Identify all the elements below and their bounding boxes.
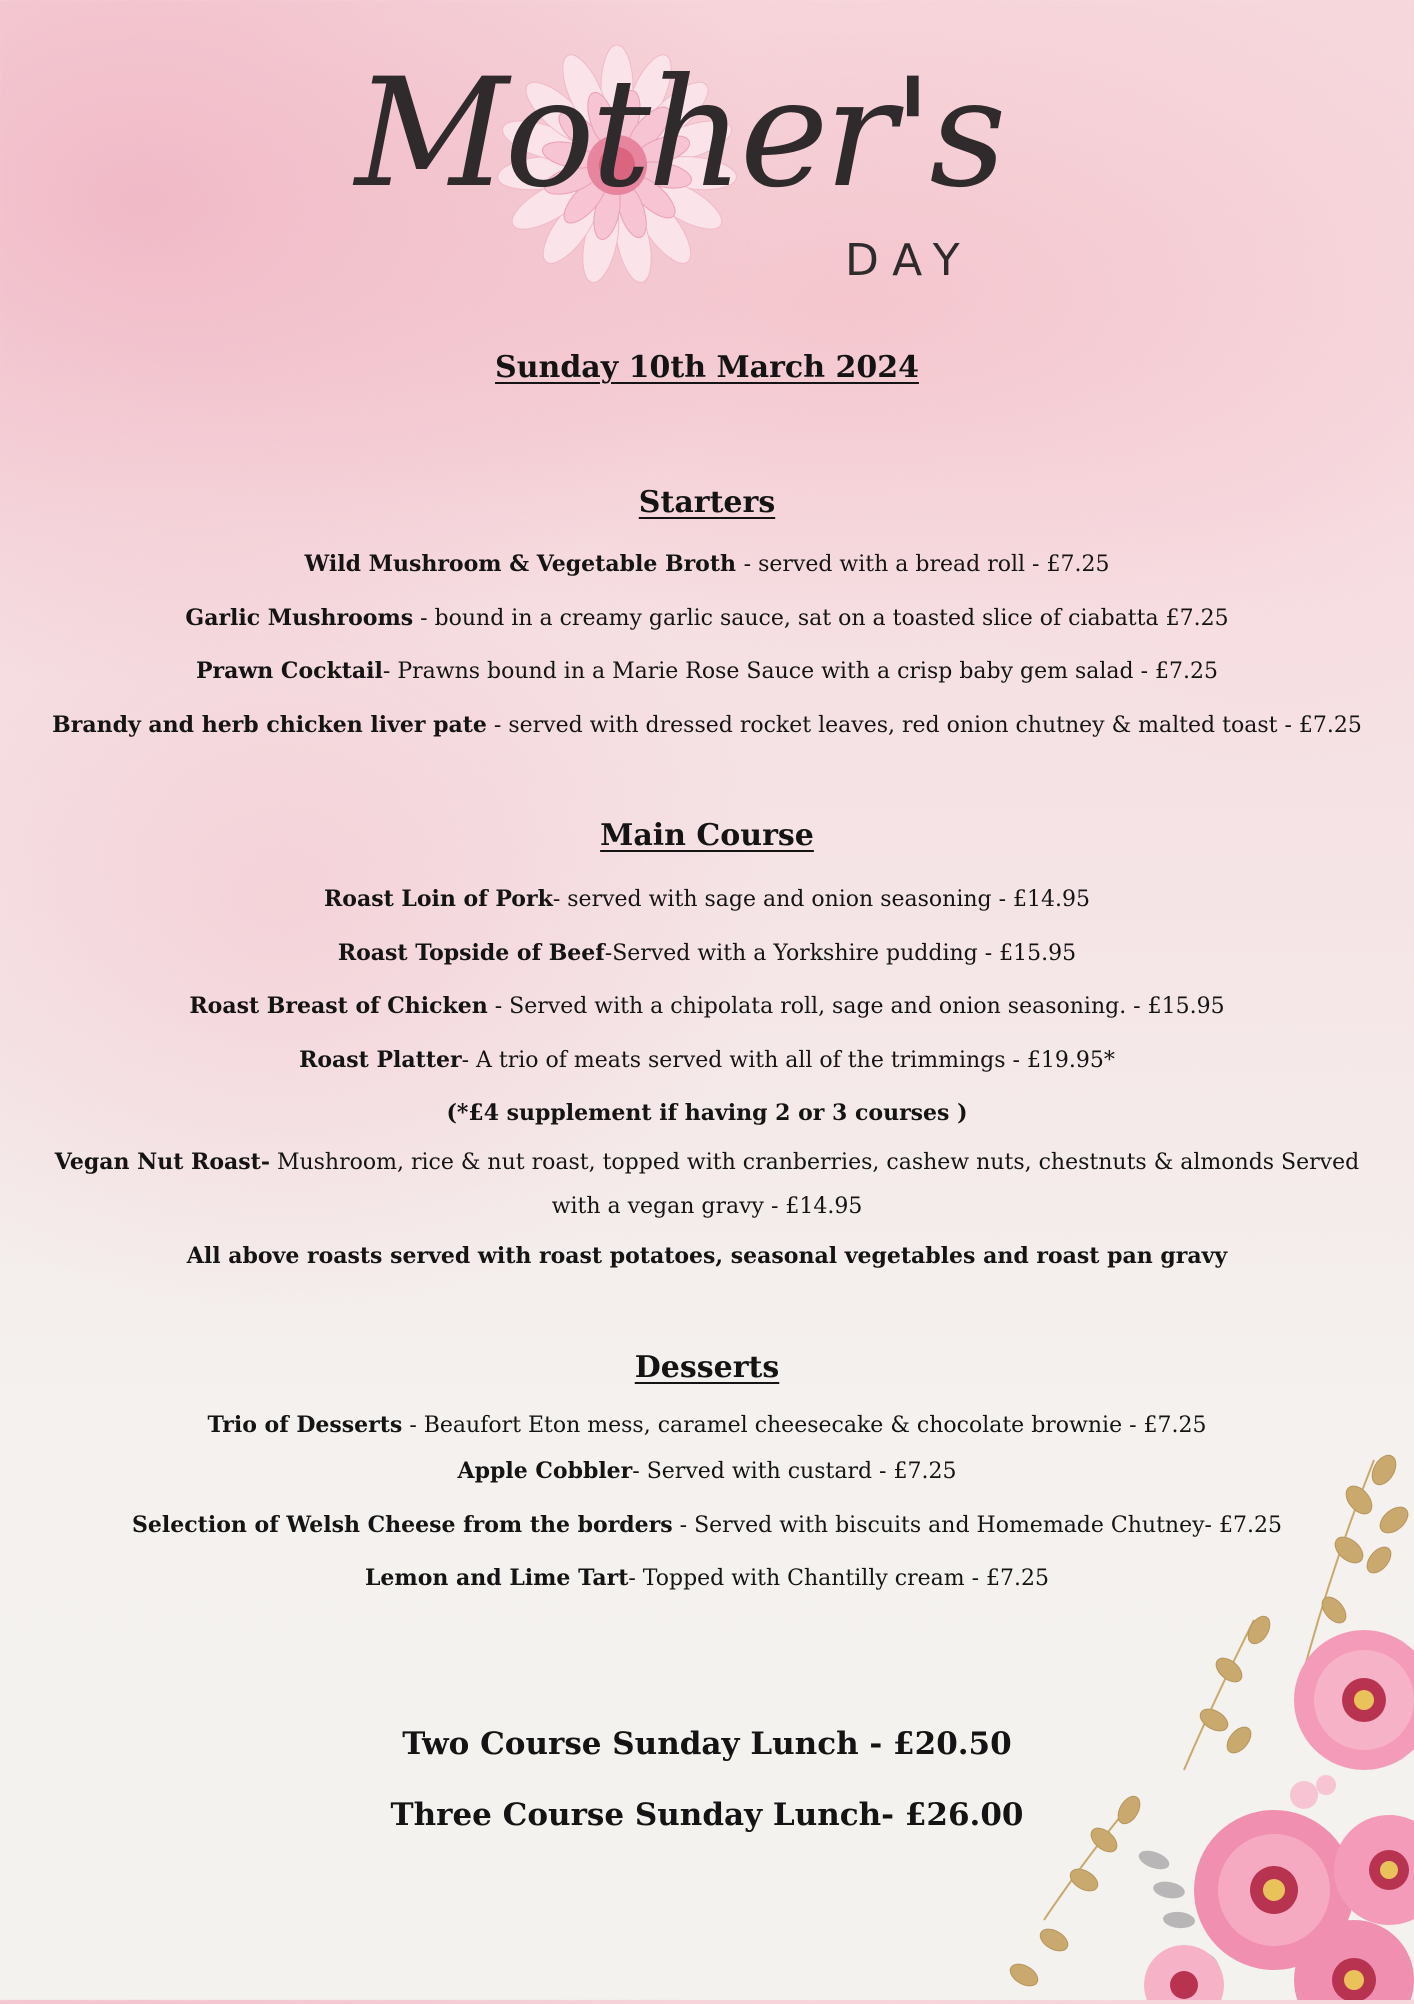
item-name: Roast Platter [299,1047,462,1073]
item-name: Roast Breast of Chicken [189,993,488,1019]
two-course-price: Two Course Sunday Lunch - £20.50 [402,1726,1012,1762]
roasts-footer-note: All above roasts served with roast potatoes, seasonal vegetables and roast pan gravy [186,1243,1228,1269]
vegan-item [50,1140,1364,1229]
starter-item [30,542,1384,587]
item-desc: - A trio of meats served with all of the trimmings - £19.95* [461,1048,1115,1073]
main-item [30,931,1384,976]
main-course-title: Main Course [600,818,814,853]
pink-flower-icon [1144,1945,1224,2000]
item-desc: - served with a bread roll - £7.25 [743,552,1110,577]
three-course-price: Three Course Sunday Lunch- £26.00 [390,1797,1024,1833]
starter-item [30,596,1384,641]
logo-sub: DAY [845,235,974,286]
item-desc: - bound in a creamy garlic sauce, sat on a toasted slice of ciabatta £7.25 [413,606,1229,631]
item-desc: - Topped with Chantilly cream - £7.25 [628,1566,1050,1591]
item-desc: - Served with a chipolata roll, sage and onion seasoning. - £15.95 [487,994,1225,1019]
item-desc: - Prawns bound in a Marie Rose Sauce with a crisp baby gem salad - £7.25 [382,659,1219,684]
item-desc: -Served with a Yorkshire pudding - £15.95 [604,941,1077,966]
item-desc: - served with sage and onion seasoning - £14.95 [552,887,1091,912]
supplement-note: (*£4 supplement if having 2 or 3 courses ) [446,1100,968,1126]
main-item [30,877,1384,922]
item-desc: Mushroom, rice & nut roast, topped with cranberries, cashew nuts, chestnuts & almonds Served with a vegan gravy - £14.95 [269,1150,1360,1219]
item-desc: - served with dressed rocket leaves, red onion chutney & malted toast - £7.25 [486,713,1362,738]
item-name: Roast Loin of Pork [323,886,553,912]
item-name: Selection of Welsh Cheese from the borders [132,1512,673,1538]
starters-title: Starters [638,485,776,520]
item-name: Apple Cobbler [457,1458,633,1484]
starter-item [30,649,1384,694]
item-name: Roast Topside of Beef [337,940,605,966]
item-name: Garlic Mushrooms [185,605,414,631]
item-name: Lemon and Lime Tart [364,1565,629,1591]
floral-corner-decoration [954,1440,1414,2000]
item-name: Vegan Nut Roast- [54,1149,270,1175]
item-desc: - Served with biscuits and Homemade Chutney- £7.25 [672,1513,1282,1538]
item-name: Prawn Cocktail [195,658,383,684]
small-pink-bud-icon [1290,1775,1336,1809]
item-desc: - Beaufort Eton mess, caramel cheesecake & chocolate brownie - £7.25 [402,1413,1207,1438]
desserts-title: Desserts [634,1350,780,1385]
main-item [30,984,1384,1029]
event-date: Sunday 10th March 2024 [495,350,919,385]
logo-word: Mother's [355,47,1003,221]
item-name: Brandy and herb chicken liver pate [52,712,487,738]
item-name: Wild Mushroom & Vegetable Broth [304,551,744,577]
mothers-day-logo [355,35,1015,310]
item-name: Trio of Desserts [207,1412,403,1438]
starter-item [30,703,1384,748]
main-item [30,1038,1384,1083]
pink-flower-icon [1294,1630,1414,1770]
item-desc: - Served with custard - £7.25 [632,1459,957,1484]
